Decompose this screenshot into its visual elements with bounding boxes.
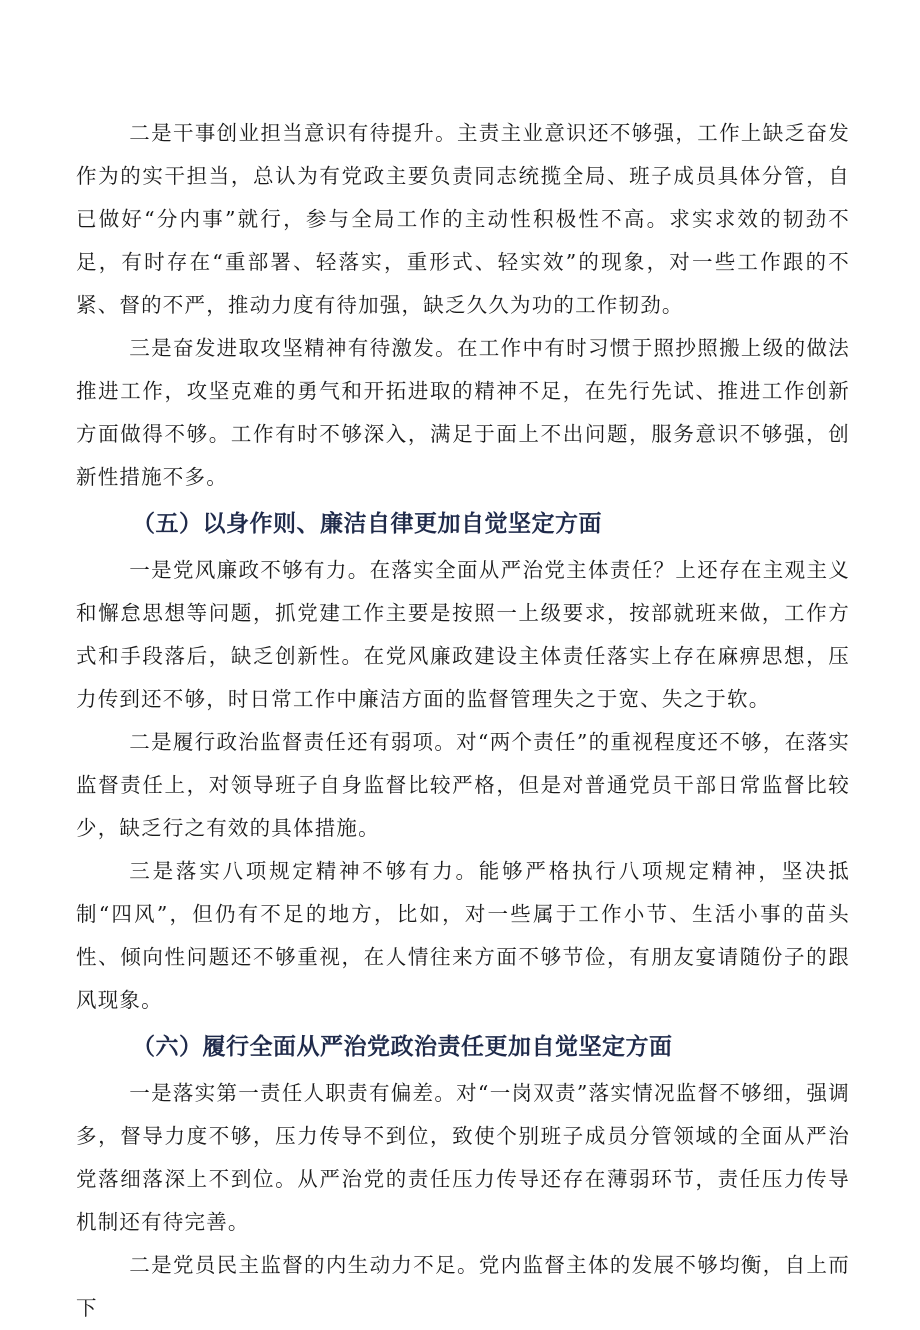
paragraph-3-fenfa-jinqu: 三是奋发进取攻坚精神有待激发。在工作中有时习惯于照抄照搬上级的做法推进工作，攻坚克难的勇气和开拓进取的精神不足，在先行先试、推进工作创新方面做得不够。工作有时不够深入，满足于面上不出问题，服务意识不够强，创新性措施不多。 xyxy=(76,336,850,489)
paragraph-2-ganshi-chuangye: 二是干事创业担当意识有待提升。主责主业意识还不够强，工作上缺乏奋发作为的实干担当，总认为有党政主要负责同志统揽全局、班子成员具体分管，自已做好“分内事”就行，参与全局工作的主动性积极性不高。求实求效的韧劲不足，有时存在“重部署、轻落实，重形式、轻实效”的现象，对一些工作跟的不紧、督的不严，推动力度有待加强，缺乏久久为功的工作韧劲。 xyxy=(76,121,850,317)
paragraph-2-minzhu-jiandu: 二是党员民主监督的内生动力不足。党内监督主体的发展不够均衡，自上而下 xyxy=(76,1253,850,1320)
paragraph-3-baxiang-guiding: 三是落实八项规定精神不够有力。能够严格执行八项规定精神，坚决抵制“四风”，但仍有不足的地方，比如，对一些属于工作小节、生活小事的苗头性、倾向性问题还不够重视，在人情往来方面不够节俭，有朋友宴请随份子的跟风现象。 xyxy=(76,859,850,1012)
paragraph-2-zhengzhi-jiandu: 二是履行政治监督责任还有弱项。对“两个责任”的重视程度还不够，在落实监督责任上，对领导班子自身监督比较严格，但是对普通党员干部日常监督比较少，缺乏行之有效的具体措施。 xyxy=(76,730,850,840)
paragraph-1-dangfeng-lianzheng: 一是党风廉政不够有力。在落实全面从严治党主体责任？上还存在主观主义和懈怠思想等问题，抓党建工作主要是按照一上级要求，按部就班来做，工作方式和手段落后，缺乏创新性。在党风廉政建设主体责任落实上存在麻痹思想，压力传到还不够，时日常工作中廉洁方面的监督管理失之于宽、失之于软。 xyxy=(76,558,850,711)
section-heading-5: （五）以身作则、廉洁自律更加自觉坚定方面 xyxy=(132,511,602,537)
paragraph-1-diyi-zerenren: 一是落实第一责任人职责有偏差。对“一岗双责”落实情况监督不够细，强调多，督导力度不够，压力传导不到位，致使个别班子成员分管领域的全面从严治党落细落深上不到位。从严治党的责任压力传导还存在薄弱环节，责任压力传导机制还有待完善。 xyxy=(76,1081,850,1234)
section-heading-6: （六）履行全面从严治党政治责任更加自觉坚定方面 xyxy=(132,1034,673,1060)
